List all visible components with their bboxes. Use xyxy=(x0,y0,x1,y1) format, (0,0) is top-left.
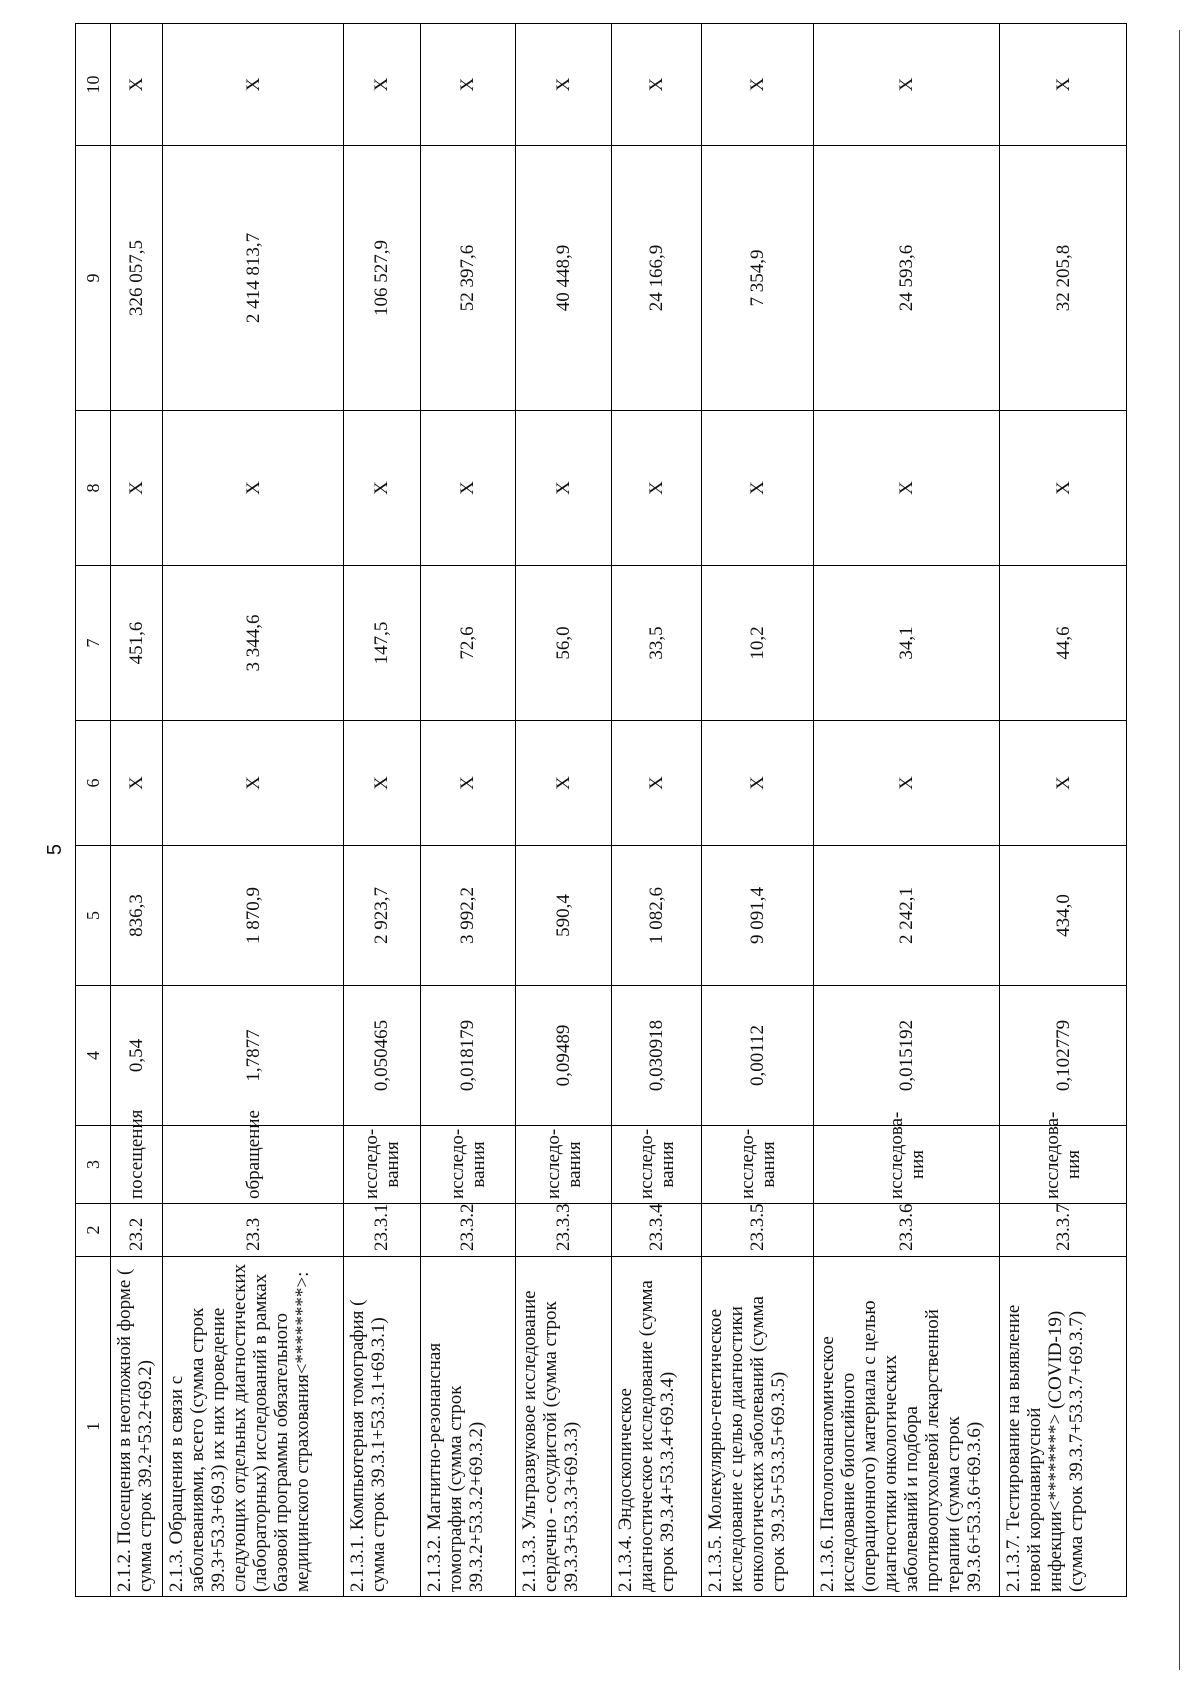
col-header-1: 1 xyxy=(76,1257,111,1597)
row-code: 23.3.7 xyxy=(1000,1204,1127,1257)
value-cell: X xyxy=(1000,24,1127,146)
value-cell: 147,5 xyxy=(343,566,420,721)
row-code: 23.3.6 xyxy=(814,1204,1000,1257)
value-cell: 0,09489 xyxy=(516,986,612,1126)
value-cell: X xyxy=(516,411,612,566)
value-cell: 0,54 xyxy=(111,986,163,1126)
value-cell: 24 166,9 xyxy=(612,146,702,411)
rotated-table-container xyxy=(75,24,1127,1597)
row-code: 23.3.4 xyxy=(612,1204,702,1257)
value-cell: 52 397,6 xyxy=(420,146,516,411)
scan-edge-line xyxy=(1179,30,1180,1670)
unit-cell: исследова-ния xyxy=(814,1126,1000,1204)
value-cell: 0,018179 xyxy=(420,986,516,1126)
value-cell: 7 354,9 xyxy=(702,146,814,411)
value-cell: X xyxy=(814,24,1000,146)
value-cell: 0,030918 xyxy=(612,986,702,1126)
value-cell: 0,050465 xyxy=(343,986,420,1126)
row-code: 23.2 xyxy=(111,1204,163,1257)
row-label: 2.1.3. Обращения в связи с заболеваниями, всего (сумма строк 39.3+53.3+69.3) их них проведение следующих отдельных диагностических (лабораторных) исследований в рамках базовой программы обязательного медицинского страхования<********>: xyxy=(163,1257,344,1597)
unit-cell: исследо-вания xyxy=(702,1126,814,1204)
value-cell: X xyxy=(702,24,814,146)
col-header-7: 7 xyxy=(76,566,111,721)
value-cell: X xyxy=(343,721,420,846)
page-number: 5 xyxy=(44,843,67,856)
value-cell: X xyxy=(702,721,814,846)
row-label: 2.1.3.4. Эндоскопическое диагностическое исследование (сумма строк 39.3.4+53.3.4+69.3.4) xyxy=(612,1257,702,1597)
value-cell: X xyxy=(612,411,702,566)
table-row xyxy=(111,24,163,1597)
unit-cell: исследо-вания xyxy=(420,1126,516,1204)
value-cell: 3 992,2 xyxy=(420,846,516,986)
table-row xyxy=(163,24,344,1597)
unit-cell: обращение xyxy=(163,1126,344,1204)
value-cell: X xyxy=(814,411,1000,566)
col-header-2: 2 xyxy=(76,1204,111,1257)
value-cell: 2 414 813,7 xyxy=(163,146,344,411)
value-cell: 40 448,9 xyxy=(516,146,612,411)
value-cell: 33,5 xyxy=(612,566,702,721)
value-cell: 44,6 xyxy=(1000,566,1127,721)
row-code: 23.3.5 xyxy=(702,1204,814,1257)
value-cell: 1 082,6 xyxy=(612,846,702,986)
value-cell: 1 870,9 xyxy=(163,846,344,986)
header-row xyxy=(76,24,111,1597)
value-cell: 72,6 xyxy=(420,566,516,721)
value-cell: X xyxy=(163,411,344,566)
value-cell: X xyxy=(814,721,1000,846)
value-cell: X xyxy=(516,24,612,146)
table-row xyxy=(1000,24,1127,1597)
value-cell: X xyxy=(163,24,344,146)
data-table xyxy=(75,23,1127,1597)
value-cell: 590,4 xyxy=(516,846,612,986)
table-row xyxy=(702,24,814,1597)
row-label: 2.1.3.7. Тестирование на выявление новой коронавирусной инфекции<********> (COVID-19) (сумма строк 39.3.7+53.3.7+69.3.7) xyxy=(1000,1257,1127,1597)
value-cell: 326 057,5 xyxy=(111,146,163,411)
row-label: 2.1.3.5. Молекулярно-генетическое исследование с целью диагностики онкологических заболеваний (сумма строк 39.3.5+53.3.5+69.3.5) xyxy=(702,1257,814,1597)
value-cell: X xyxy=(111,721,163,846)
value-cell: X xyxy=(612,721,702,846)
value-cell: 836,3 xyxy=(111,846,163,986)
row-label: 2.1.3.3. Ультразвуковое исследование сердечно - сосудистой (сумма строк 39.3.3+53.3.3+69.3.3) xyxy=(516,1257,612,1597)
value-cell: 451,6 xyxy=(111,566,163,721)
value-cell: X xyxy=(702,411,814,566)
unit-cell: посещения xyxy=(111,1126,163,1204)
value-cell: 0,102779 xyxy=(1000,986,1127,1126)
col-header-8: 8 xyxy=(76,411,111,566)
col-header-3: 3 xyxy=(76,1126,111,1204)
unit-cell: исследо-вания xyxy=(516,1126,612,1204)
row-code: 23.3.3 xyxy=(516,1204,612,1257)
value-cell: X xyxy=(420,721,516,846)
value-cell: 106 527,9 xyxy=(343,146,420,411)
col-header-4: 4 xyxy=(76,986,111,1126)
value-cell: 10,2 xyxy=(702,566,814,721)
row-label: 2.1.3.6. Патологоанатомическое исследование биопсийного (операционного) материала с целью диагностики онкологических заболеваний и подбора противоопухолевой лекарственной терапии (сумма строк 39.3.6+53.3.6+69.3.6) xyxy=(814,1257,1000,1597)
value-cell: X xyxy=(1000,411,1127,566)
value-cell: X xyxy=(111,24,163,146)
table-row xyxy=(516,24,612,1597)
value-cell: 9 091,4 xyxy=(702,846,814,986)
value-cell: X xyxy=(343,411,420,566)
row-label: 2.1.3.1. Компьютерная томография ( сумма строк 39.3.1+53.3.1+69.3.1) xyxy=(343,1257,420,1597)
value-cell: X xyxy=(1000,721,1127,846)
value-cell: X xyxy=(516,721,612,846)
unit-cell: исследо-вания xyxy=(612,1126,702,1204)
value-cell: X xyxy=(420,411,516,566)
table-row xyxy=(612,24,702,1597)
value-cell: 2 242,1 xyxy=(814,846,1000,986)
col-header-6: 6 xyxy=(76,721,111,846)
value-cell: X xyxy=(111,411,163,566)
value-cell: 34,1 xyxy=(814,566,1000,721)
table-row xyxy=(814,24,1000,1597)
table-row xyxy=(343,24,420,1597)
value-cell: X xyxy=(343,24,420,146)
value-cell: 24 593,6 xyxy=(814,146,1000,411)
value-cell: X xyxy=(163,721,344,846)
col-header-9: 9 xyxy=(76,146,111,411)
value-cell: 0,015192 xyxy=(814,986,1000,1126)
value-cell: X xyxy=(612,24,702,146)
col-header-5: 5 xyxy=(76,846,111,986)
row-code: 23.3.1 xyxy=(343,1204,420,1257)
unit-cell: исследова-ния xyxy=(1000,1126,1127,1204)
row-code: 23.3 xyxy=(163,1204,344,1257)
value-cell: 2 923,7 xyxy=(343,846,420,986)
row-label: 2.1.2. Посещения в неотложной форме ( сумма строк 39.2+53.2+69.2) xyxy=(111,1257,163,1597)
value-cell: 32 205,8 xyxy=(1000,146,1127,411)
unit-cell: исследо-вания xyxy=(343,1126,420,1204)
table-row xyxy=(420,24,516,1597)
row-code: 23.3.2 xyxy=(420,1204,516,1257)
value-cell: 56,0 xyxy=(516,566,612,721)
value-cell: 0,00112 xyxy=(702,986,814,1126)
value-cell: 1,7877 xyxy=(163,986,344,1126)
col-header-10: 10 xyxy=(76,24,111,146)
value-cell: 3 344,6 xyxy=(163,566,344,721)
value-cell: X xyxy=(420,24,516,146)
row-label: 2.1.3.2. Магнитно-резонансная томография (сумма строк 39.3.2+53.3.2+69.3.2) xyxy=(420,1257,516,1597)
value-cell: 434,0 xyxy=(1000,846,1127,986)
